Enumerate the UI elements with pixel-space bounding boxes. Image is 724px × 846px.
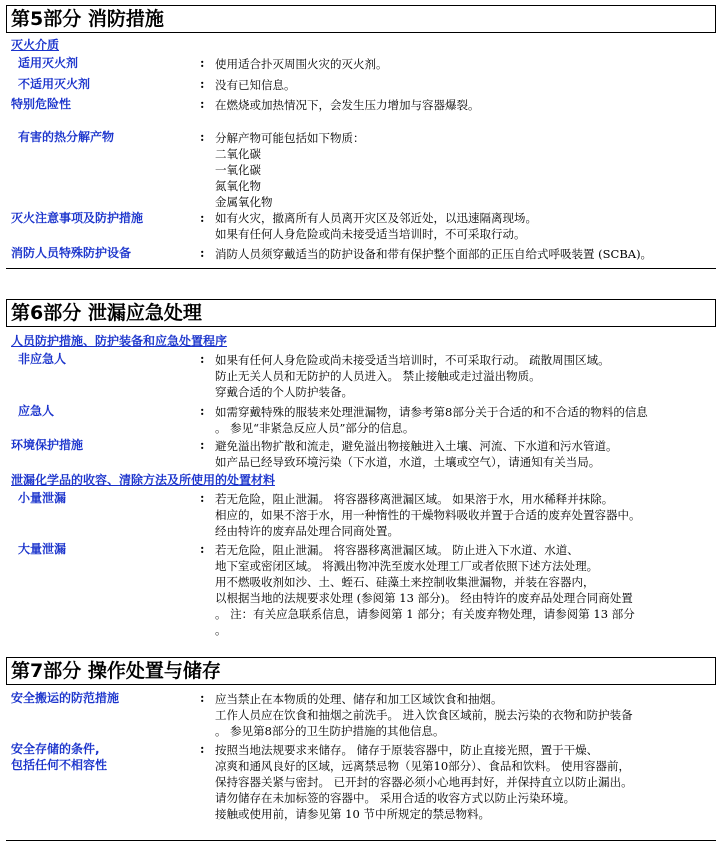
colon: : [200,742,205,756]
s5-value-4: 如有火灾，撤离所有人员离开灾区及邻近处，以迅速隔离现场。 如果有任何人身危险或尚未接受适当培训时，不可采取行动。 [215,211,537,241]
colon: : [200,542,205,556]
s6-value-1: 如需穿戴特殊的服装来处理泄漏物，请参考第8部分关于合适的和不合适的物料的信息 。 参见“非紧急反应人员”部分的信息。 [215,405,648,435]
section-divider [6,840,716,841]
colon: : [200,97,205,111]
s5-subheading: 灭火介质 [11,38,60,52]
s5-label-3: 有害的热分解产物 [18,130,115,144]
s7-label-0: 安全搬运的防范措施 [11,691,120,705]
section-5-title: 第5部分 消防措施 [6,5,716,33]
colon: : [200,77,205,91]
section-7-title: 第7部分 操作处置与储存 [6,657,716,685]
s5-label-0: 适用灭火剂 [18,56,79,70]
s6-value-0: 如果有任何人身危险或尚未接受适当培训时，不可采取行动。 疏散周围区域。 防止无关人员和无防护的人员进入。 禁止接触或走过溢出物质。 穿戴合适的个人防护装备。 [215,353,610,399]
section-6-title: 第6部分 泄漏应急处理 [6,299,716,327]
colon: : [200,404,205,418]
s5-value-2: 在燃烧或加热情况下，会发生压力增加与容器爆裂。 [215,98,480,112]
s5-value-5: 消防人员须穿戴适当的防护设备和带有保护整个面部的正压自给式呼吸装置 (SCBA)。 [215,247,653,261]
colon: : [200,246,205,260]
colon: : [200,491,205,505]
s5-label-4: 灭火注意事项及防护措施 [11,211,144,225]
s6-label-4: 大量泄漏 [18,542,67,556]
s6-label-0: 非应急人 [18,352,67,366]
colon: : [200,438,205,452]
s7-value-1: 按照当地法规要求来储存。 储存于原装容器中，防止直接光照，置于干燥、 凉爽和通风良好的区域，远离禁忌物（见第10部分）、食品和饮料。 使用容器前， 保持容器关紧与密封。 已开封的容器必须小心地再封好，并保持直立以防止漏出。 请勿储存在未加标签的容器中。 采用合适的收容方式以防止污染环境。 接触或使用前，请参见第 10 节中所规定的禁忌物料。 [215,743,633,821]
s6-value-3: 若无危险，阻止泄漏。 将容器移离泄漏区域。 如果溶于水，用水稀释并抹除。 相应的，如果不溶于水，用一种惰性的干燥物料吸收并置于合适的废弃处置容器中。 经由特许的废弃品处理合同商处置。 [215,492,641,538]
s5-value-3: 分解产物可能包括如下物质： 二氧化碳 一氧化碳 氮氧化物 金属氧化物 [215,131,365,209]
s6-subheading-1: 人员防护措施、防护装备和应急处置程序 [11,334,228,348]
s6-label-3: 小量泄漏 [18,491,67,505]
s6-subheading-2: 泄漏化学品的收容、清除方法及所使用的处置材料 [11,473,276,487]
s6-value-2: 避免溢出物扩散和流走，避免溢出物接触进入土壤、河流、下水道和污水管道。 如产品已经导致环境污染（下水道，水道，土壤或空气），请通知有关当局。 [215,439,618,469]
s7-value-0: 应当禁止在本物质的处理、储存和加工区域饮食和抽烟。 工作人员应在饮食和抽烟之前洗手。 进入饮食区域前，脱去污染的衣物和防护装备 。 参见第8部分的卫生防护措施的其他信息。 [215,692,633,738]
s5-value-0: 使用适合扑灭周围火灾的灭火剂。 [215,57,388,71]
s5-value-1: 没有已知信息。 [215,78,296,92]
colon: : [200,352,205,366]
s5-label-1: 不适用灭火剂 [18,77,91,91]
s5-label-2: 特别危险性 [11,97,72,111]
s6-value-4: 若无危险，阻止泄漏。 将容器移离泄漏区域。 防止进入下水道、水道、 地下室或密闭区域。 将溅出物冲洗至废水处理工厂或者依照下述方法处理。 用不燃吸收剂如沙、土、蛭石、硅藻土来控制收集泄漏物，并装在容器内， 以根据当地的法规要求处理 (参阅第 13 部分)。 经由特许的废弃品处理合同商处置 。 注：有关应急联系信息，请参阅第 1 部分；有关废弃物处理，请参阅第 13 部分 。 [215,543,635,637]
colon: : [200,56,205,70]
s5-label-5: 消防人员特殊防护设备 [11,246,132,260]
s7-label-1: 安全存储的条件, 包括任何不相容性 [11,742,108,772]
s6-label-2: 环境保护措施 [11,438,84,452]
s6-label-1: 应急人 [18,404,55,418]
section-divider [6,268,716,269]
colon: : [200,211,205,225]
colon: : [200,691,205,705]
colon: : [200,130,205,144]
